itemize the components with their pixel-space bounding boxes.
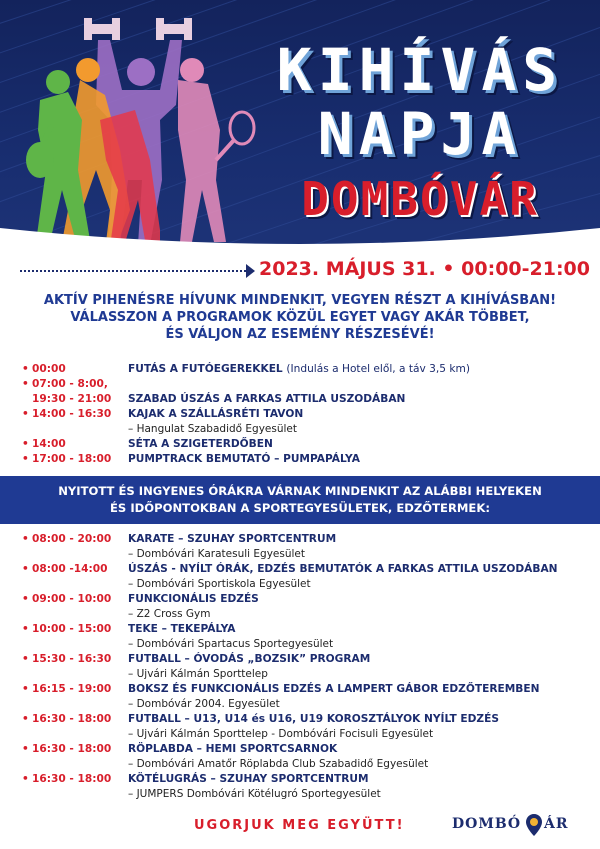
schedule-row [22, 742, 582, 757]
schedule-title-text: FUNKCIONÁLIS EDZÉS [128, 593, 259, 605]
dotted-arrow [20, 270, 250, 272]
schedule-time: 16:15 - 19:00 [32, 683, 112, 695]
schedule-title [128, 407, 303, 422]
schedule-clubs [22, 532, 582, 802]
schedule-time: 08:00 -14:00 [32, 563, 108, 575]
hero-wave-divider [0, 190, 600, 250]
bullet-dot: • [22, 773, 29, 785]
schedule-main [22, 362, 582, 467]
schedule-time: 15:30 - 16:30 [32, 653, 112, 665]
schedule-title-text: KARATE – SZUHAY SPORTCENTRUM [128, 533, 337, 545]
schedule-row [22, 562, 582, 577]
intro-line: ÉS VÁLJON AZ ESEMÉNY RÉSZESÉVÉ! [165, 327, 435, 342]
schedule-sub-row [22, 547, 582, 562]
schedule-sub-row [22, 637, 582, 652]
schedule-title [128, 622, 235, 637]
schedule-organizer: – JUMPERS Dombóvári Kötélugró Sportegyesület [128, 788, 381, 800]
slogan: UGORJUK MEG EGYÜTT! [194, 818, 405, 833]
schedule-title [128, 592, 259, 607]
schedule-organizer: – Ujvári Kálmán Sporttelep - Dombóvári Focisuli Egyesület [128, 728, 434, 740]
schedule-sub-row [22, 607, 582, 622]
schedule-sub-row [22, 577, 582, 592]
schedule-organizer: – Dombóvári Karatesuli Egyesület [128, 548, 305, 560]
banner-line: NYITOTT ÉS INGYENES ÓRÁKRA VÁRNAK MINDENKIT AZ ALÁBBI HELYEKEN [58, 484, 542, 498]
open-classes-banner [0, 476, 600, 524]
bullet-dot: • [22, 713, 29, 725]
schedule-title [128, 437, 273, 452]
bullet-dot: • [22, 743, 29, 755]
schedule-title [128, 682, 539, 697]
bullet-dot: • [22, 653, 29, 665]
schedule-sub-row [22, 422, 582, 437]
schedule-time: 14:00 - 16:30 [32, 408, 112, 420]
schedule-time: 07:00 - 8:00, [32, 378, 108, 390]
hero-banner [0, 0, 600, 250]
bullet-dot: • [22, 683, 29, 695]
event-date: 2023. MÁJUS 31. • 00:00-21:00 [259, 258, 590, 280]
schedule-title-text: BOKSZ ÉS FUNKCIONÁLIS EDZÉS A LAMPERT GÁBOR EDZŐTEREMBEN [128, 683, 540, 695]
schedule-sub-row [22, 727, 582, 742]
schedule-sub-row [22, 757, 582, 772]
schedule-title-text: KÖTÉLUGRÁS – SZUHAY SPORTCENTRUM [128, 773, 369, 785]
schedule-organizer: – Dombóvár 2004. Egyesület [128, 698, 280, 710]
schedule-time: 17:00 - 18:00 [32, 453, 112, 465]
schedule-time: 08:00 - 20:00 [32, 533, 112, 545]
schedule-title-text: SZABAD ÚSZÁS A FARKAS ATTILA USZODÁBAN [128, 393, 406, 405]
schedule-time: 19:30 - 21:00 [32, 393, 112, 405]
schedule-time: 10:00 - 15:00 [32, 623, 112, 635]
bullet-dot: • [22, 563, 29, 575]
bullet-dot: • [22, 363, 29, 375]
schedule-title-text: FUTÁS A FUTÓEGEREKKEL [128, 363, 283, 375]
bullet-dot: • [22, 593, 29, 605]
schedule-organizer: – Z2 Cross Gym [128, 608, 211, 620]
schedule-title [128, 362, 470, 377]
schedule-title [128, 772, 369, 787]
schedule-row [22, 652, 582, 667]
schedule-organizer: – Hangulat Szabadidő Egyesület [128, 423, 298, 435]
schedule-title [128, 392, 405, 407]
schedule-title-text: PUMPTRACK BEMUTATÓ – PUMPAPÁLYA [128, 453, 360, 465]
schedule-title-text: FUTBALL – ÓVODÁS „BOZSIK” PROGRAM [128, 653, 371, 665]
schedule-organizer: – Dombóvári Amatőr Röplabda Club Szabadidő Egyesület [128, 758, 429, 770]
schedule-title [128, 742, 337, 757]
schedule-title [128, 562, 558, 577]
schedule-sub-row [22, 667, 582, 682]
schedule-organizer: – Dombóvári Sportiskola Egyesület [128, 578, 311, 590]
schedule-title-text: SÉTA A SZIGETERDŐBEN [128, 438, 273, 450]
schedule-sub-row [22, 697, 582, 712]
bullet-dot: • [22, 378, 29, 390]
schedule-row [22, 392, 582, 407]
bullet-dot: • [22, 623, 29, 635]
logo-pin-icon [526, 814, 542, 836]
date-row [20, 258, 590, 284]
schedule-row [22, 712, 582, 727]
schedule-time: 00:00 [32, 363, 66, 375]
schedule-title [128, 452, 360, 467]
hero-title-line2: NAPJA [317, 100, 523, 168]
intro-line: AKTÍV PIHENÉSRE HÍVUNK MINDENKIT, VEGYEN RÉSZT A KIHÍVÁSBAN! [43, 293, 557, 308]
logo-text-left: DOMBÓ [452, 816, 522, 832]
bullet-dot: • [22, 453, 29, 465]
schedule-row [22, 532, 582, 547]
schedule-row [22, 622, 582, 637]
dombovar-logo [452, 814, 582, 838]
hero-title-line1: KIHÍVÁS [276, 36, 564, 104]
schedule-title [128, 652, 370, 667]
schedule-row [22, 362, 582, 377]
schedule-title-text: FUTBALL – U13, U14 és U16, U19 KOROSZTÁLYOK NYÍLT EDZÉS [128, 713, 499, 725]
schedule-row [22, 452, 582, 467]
intro-line: VÁLASSZON A PROGRAMOK KÖZÜL EGYET VAGY AKÁR TÖBBET, [70, 310, 530, 325]
schedule-time: 09:00 - 10:00 [32, 593, 112, 605]
schedule-time: 14:00 [32, 438, 66, 450]
schedule-row [22, 682, 582, 697]
schedule-row [22, 437, 582, 452]
schedule-title-text: ÚSZÁS - NYÍLT ÓRÁK, EDZÉS BEMUTATÓK A FARKAS ATTILA USZODÁBAN [128, 563, 558, 575]
schedule-row [22, 592, 582, 607]
schedule-row [22, 377, 582, 392]
schedule-note: (Indulás a Hotel elől, a táv 3,5 km) [286, 363, 470, 375]
hero-title-line3: DOMBÓVÁR [301, 172, 539, 226]
logo-text-right: ÁR [544, 816, 569, 832]
schedule-organizer: – Dombóvári Spartacus Sportegyesület [128, 638, 334, 650]
schedule-time: 16:30 - 18:00 [32, 713, 112, 725]
schedule-organizer: – Ujvári Kálmán Sporttelep [128, 668, 268, 680]
schedule-row [22, 407, 582, 422]
schedule-time: 16:30 - 18:00 [32, 773, 112, 785]
banner-line: ÉS IDŐPONTOKBAN A SPORTEGYESÜLETEK, EDZŐTERMEK: [110, 501, 490, 515]
schedule-title-text: RÖPLABDA – HEMI SPORTCSARNOK [128, 743, 338, 755]
schedule-time: 16:30 - 18:00 [32, 743, 112, 755]
bullet-dot: • [22, 438, 29, 450]
schedule-sub-row [22, 787, 582, 802]
bullet-dot: • [22, 408, 29, 420]
bullet-dot: • [22, 533, 29, 545]
schedule-row [22, 772, 582, 787]
intro-text [20, 292, 580, 343]
arrow-head-icon [246, 264, 255, 278]
schedule-title-text: TEKE – TEKEPÁLYA [128, 623, 236, 635]
schedule-title [128, 532, 336, 547]
schedule-title [128, 712, 499, 727]
schedule-title-text: KAJAK A SZÁLLÁSRÉTI TAVON [128, 408, 304, 420]
